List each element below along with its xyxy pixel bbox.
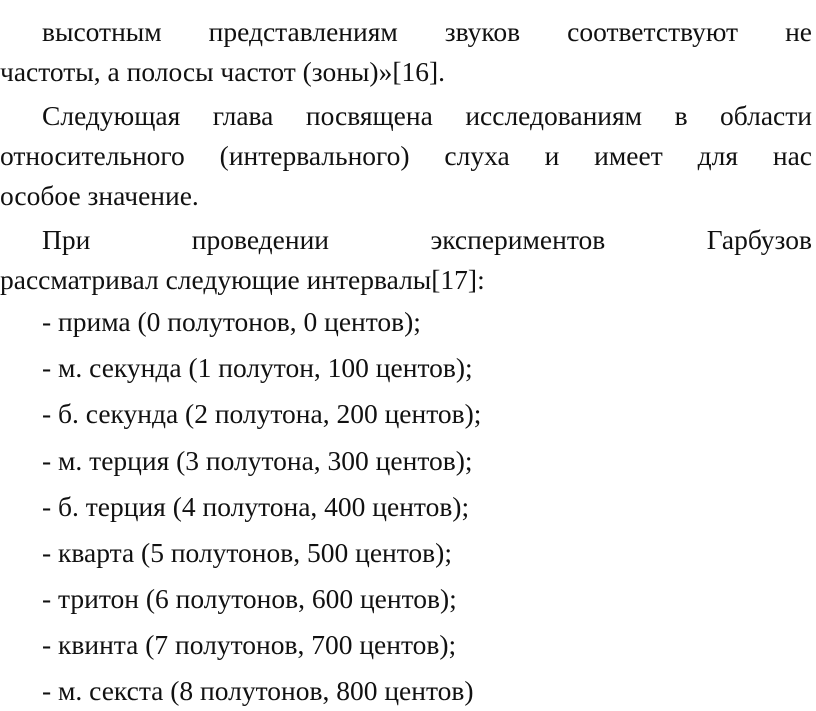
paragraph-1 [0,12,812,92]
paragraph-3-line-1: При проведении экспериментов Гарбузов [42,224,812,255]
list-item: - квинта (7 полутонов, 700 центов); [42,629,457,660]
paragraph-2-line-3: особое значение. [0,180,199,211]
paragraph-2-line-1: Следующая глава посвящена исследованиям в области [42,100,812,131]
list-item: - м. секста (8 полутонов, 800 центов) [42,675,474,706]
list-item: - б. терция (4 полутона, 400 центов); [42,491,470,522]
list-item: - тритон (6 полутонов, 600 центов); [42,583,457,614]
list-item: - м. терция (3 полутона, 300 центов); [42,445,473,476]
paragraph-1-line-2: частоты, а полосы частот (зоны)»[16]. [0,56,446,87]
paragraph-2-line-2: относительного (интервального) слуха и имеет для нас [0,140,812,171]
list-item: - б. секунда (2 полутона, 200 центов); [42,398,482,429]
list-item: - прима (0 полутонов, 0 центов); [42,306,421,337]
list-item: - кварта (5 полутонов, 500 центов); [42,537,452,568]
list-item: - м. секунда (1 полутон, 100 центов); [42,352,473,383]
paragraph-1-line-1: высотным представлениям звуков соответствуют не [42,16,812,47]
paragraph-2 [0,96,812,216]
paragraph-3-line-2: рассматривал следующие интервалы[17]: [0,264,485,295]
paragraph-3 [0,220,812,300]
